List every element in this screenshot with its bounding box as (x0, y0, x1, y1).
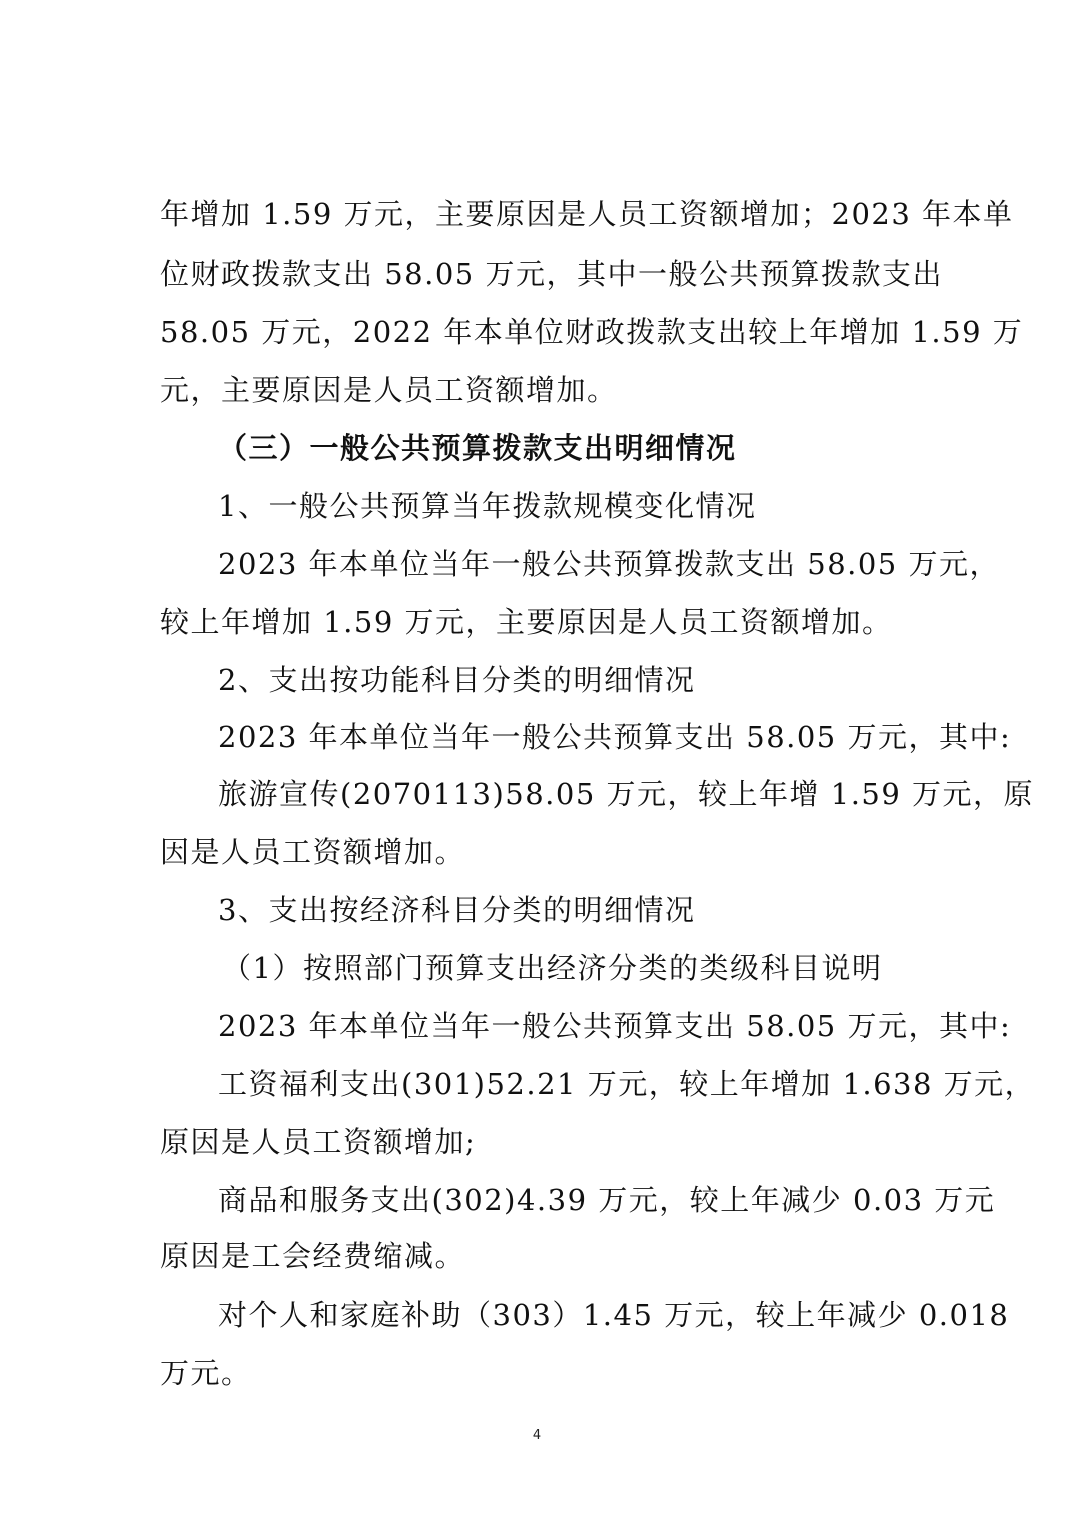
paragraph-line: 2023 年本单位当年一般公共预算支出 58.05 万元，其中: (218, 1009, 1012, 1043)
paragraph-line: 原因是工会经费缩减。 (160, 1239, 466, 1273)
paragraph-line: 旅游宣传(2070113)58.05 万元，较上年增 1.59 万元，原 (218, 777, 1035, 811)
paragraph-line: 商品和服务支出(302)4.39 万元，较上年减少 0.03 万元 (218, 1183, 996, 1217)
paragraph-line: 工资福利支出(301)52.21 万元，较上年增加 1.638 万元， (218, 1067, 1036, 1101)
paragraph-line: 因是人员工资额增加。 (160, 835, 466, 869)
subsection-item-heading: （1）按照部门预算支出经济分类的类级科目说明 (222, 951, 883, 985)
section-heading: （三）一般公共预算拨款支出明细情况 (218, 431, 737, 465)
paragraph-line: 对个人和家庭补助（303）1.45 万元，较上年减少 0.018 (218, 1298, 1010, 1332)
paragraph-line: 2023 年本单位当年一般公共预算拨款支出 58.05 万元， (218, 547, 1000, 581)
paragraph-line: 万元。 (160, 1356, 252, 1390)
subsection-heading: 2、支出按功能科目分类的明细情况 (218, 663, 696, 697)
paragraph-line: 58.05 万元，2022 年本单位财政拨款支出较上年增加 1.59 万 (160, 315, 1024, 349)
subsection-heading: 3、支出按经济科目分类的明细情况 (218, 893, 696, 927)
paragraph-line: 原因是人员工资额增加; (160, 1125, 477, 1159)
paragraph-line: 较上年增加 1.59 万元，主要原因是人员工资额增加。 (160, 605, 893, 639)
subsection-heading: 1、一般公共预算当年拨款规模变化情况 (218, 489, 757, 523)
paragraph-line: 2023 年本单位当年一般公共预算支出 58.05 万元，其中: (218, 720, 1012, 754)
page-number: 4 (532, 1428, 542, 1443)
paragraph-line: 位财政拨款支出 58.05 万元，其中一般公共预算拨款支出 (160, 257, 943, 291)
paragraph-line: 年增加 1.59 万元，主要原因是人员工资额增加；2023 年本单 (160, 197, 1014, 231)
paragraph-line: 元，主要原因是人员工资额增加。 (160, 373, 618, 407)
